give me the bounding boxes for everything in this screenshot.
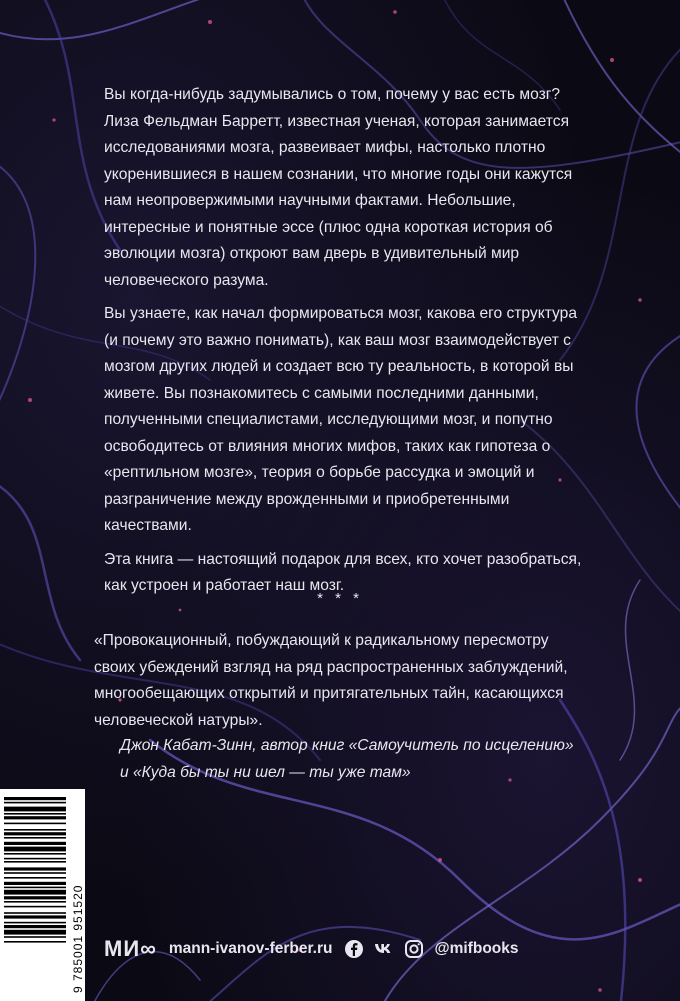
social-handle[interactable]: @mifbooks	[434, 940, 519, 957]
barcode-bar	[4, 837, 66, 839]
vk-icon[interactable]	[374, 939, 394, 959]
barcode-bar	[4, 858, 66, 860]
barcode-bar	[4, 813, 66, 815]
barcode-bars	[0, 789, 68, 1001]
barcode-bar	[4, 823, 66, 825]
barcode-bar	[4, 797, 66, 800]
barcode-bar	[4, 901, 66, 903]
barcode-bar	[4, 832, 66, 835]
barcode-bar	[4, 807, 66, 812]
publisher-footer	[104, 935, 519, 963]
barcode-bar	[4, 853, 66, 855]
barcode-bar	[4, 896, 66, 899]
section-separator: * * *	[317, 590, 363, 607]
barcode-bar	[4, 816, 66, 819]
attribution-line-2: и «Куда бы ты ни шел — ты уже там»	[120, 763, 411, 781]
barcode-bar	[4, 872, 66, 874]
barcode-bar	[4, 936, 66, 938]
barcode-bar	[4, 861, 66, 863]
review-quote: «Провокационный, побуждающий к радикальному пересмотру своих убеждений взгляд на ряд распространенных заблуждений, многообещающих открытий и притягательных тайн, касающихся человеческой натуры».	[94, 632, 568, 729]
attribution-line-1: Джон Кабат-Зинн, автор книг «Самоучитель по исцелению»	[120, 737, 574, 754]
description-text	[104, 82, 582, 607]
facebook-icon[interactable]	[344, 939, 364, 959]
barcode-bar	[4, 912, 66, 914]
description-paragraph-3: Эта книга — настоящий подарок для всех, кто хочет разобраться, как устроен и работает наш мозг.	[104, 550, 582, 594]
barcode-bar	[4, 829, 66, 831]
quote-attribution	[120, 733, 590, 786]
instagram-icon[interactable]	[404, 939, 424, 959]
barcode-bar	[4, 877, 66, 879]
barcode-bar	[4, 906, 66, 908]
barcode-bar	[4, 930, 66, 935]
barcode-bar	[4, 882, 66, 885]
barcode-bar	[4, 915, 66, 918]
barcode-bar	[4, 802, 66, 804]
isbn-barcode	[0, 789, 85, 1001]
barcode-bar	[4, 941, 66, 943]
barcode-bar	[4, 867, 66, 870]
barcode-digits: 9 785001 951520	[71, 884, 85, 993]
barcode-bar	[4, 847, 66, 852]
publisher-website[interactable]: mann-ivanov-ferber.ru	[168, 940, 333, 957]
barcode-bar	[4, 925, 66, 928]
barcode-bar	[4, 887, 66, 889]
description-paragraph-2: Вы узнаете, как начал формироваться мозг, какова его структура (и почему это важно понимать), как ваш мозг взаимодействует с мозгом других людей и создает всю ту реальность, в которой вы живете. Вы познакомитесь с самыми последними данными, полученными специалистами, исследующими мозг, и попутно освободитесь от влияния многих мифов, таких как гипотеза о «рептильном мозге», теория о борьбе рассудка и эмоций и разграничение между врожденными и приобретенными качествами.	[104, 305, 577, 534]
publisher-logo: МИ∞	[104, 936, 157, 961]
description-paragraph-1: Вы когда-нибудь задумывались о том, почему у вас есть мозг? Лиза Фельдман Барретт, известная ученая, которая занимается исследованиями мозга, развеивает мифы, настолько плотно укоренившиеся в нашем сознании, что многие годы они кажутся нам неопровержимыми научными фактами. Небольшие, интересные и понятные эссе (плюс одна короткая история об эволюции мозга) откроют вам дверь в удивительный мир человеческого разума.	[104, 86, 573, 289]
barcode-bar	[4, 842, 66, 845]
barcode-bar	[4, 890, 66, 895]
barcode-bar	[4, 922, 66, 924]
